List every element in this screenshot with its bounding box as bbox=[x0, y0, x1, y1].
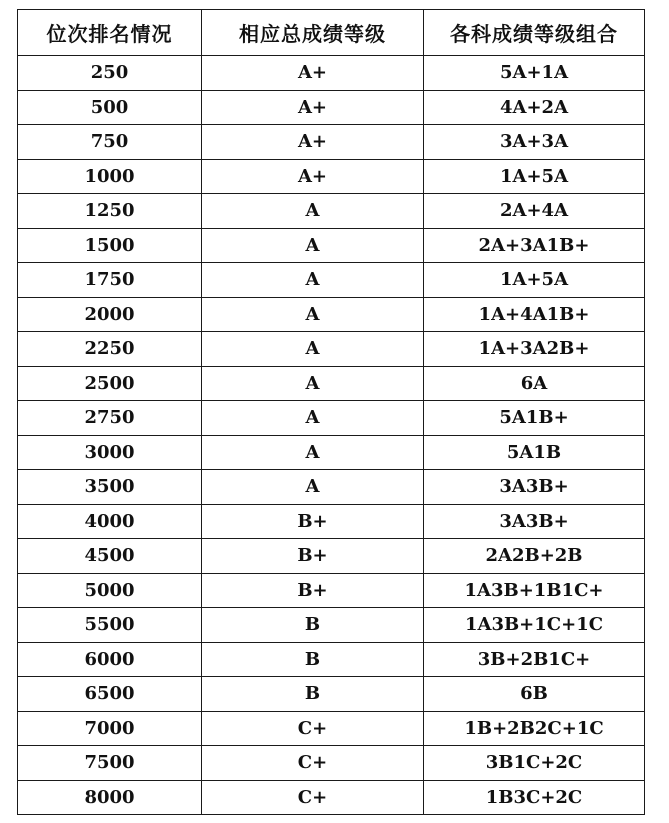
cell-rank: 7000 bbox=[18, 711, 202, 746]
table-row bbox=[18, 90, 645, 125]
cell-subject-combination: 1A+5A bbox=[424, 159, 645, 194]
table-row bbox=[18, 366, 645, 401]
table-row bbox=[18, 125, 645, 160]
cell-rank: 7500 bbox=[18, 746, 202, 781]
cell-subject-combination: 6A bbox=[424, 366, 645, 401]
cell-subject-combination: 1A3B+1C+1C bbox=[424, 608, 645, 643]
cell-total-grade: B+ bbox=[202, 504, 424, 539]
cell-rank: 500 bbox=[18, 90, 202, 125]
cell-subject-combination: 1A+5A bbox=[424, 263, 645, 298]
cell-rank: 5500 bbox=[18, 608, 202, 643]
cell-total-grade: C+ bbox=[202, 780, 424, 815]
cell-total-grade: B bbox=[202, 608, 424, 643]
cell-rank: 2500 bbox=[18, 366, 202, 401]
table-row bbox=[18, 435, 645, 470]
table-row bbox=[18, 194, 645, 229]
grade-table-container bbox=[17, 9, 645, 815]
cell-rank: 4000 bbox=[18, 504, 202, 539]
header-total-grade: 相应总成绩等级 bbox=[202, 10, 424, 56]
table-row bbox=[18, 159, 645, 194]
cell-total-grade: B bbox=[202, 677, 424, 712]
cell-total-grade: A+ bbox=[202, 125, 424, 160]
cell-subject-combination: 5A+1A bbox=[424, 56, 645, 91]
cell-rank: 2750 bbox=[18, 401, 202, 436]
cell-subject-combination: 1A3B+1B1C+ bbox=[424, 573, 645, 608]
cell-total-grade: A bbox=[202, 297, 424, 332]
table-row bbox=[18, 746, 645, 781]
cell-rank: 1500 bbox=[18, 228, 202, 263]
cell-rank: 4500 bbox=[18, 539, 202, 574]
cell-subject-combination: 5A1B bbox=[424, 435, 645, 470]
table-row bbox=[18, 504, 645, 539]
table-body bbox=[18, 56, 645, 815]
cell-subject-combination: 4A+2A bbox=[424, 90, 645, 125]
table-row bbox=[18, 711, 645, 746]
cell-rank: 8000 bbox=[18, 780, 202, 815]
table-row bbox=[18, 228, 645, 263]
header-subject-combination: 各科成绩等级组合 bbox=[424, 10, 645, 56]
cell-total-grade: A bbox=[202, 401, 424, 436]
cell-rank: 750 bbox=[18, 125, 202, 160]
cell-rank: 2250 bbox=[18, 332, 202, 367]
cell-subject-combination: 1B+2B2C+1C bbox=[424, 711, 645, 746]
cell-total-grade: A bbox=[202, 332, 424, 367]
cell-subject-combination: 1B3C+2C bbox=[424, 780, 645, 815]
cell-subject-combination: 2A2B+2B bbox=[424, 539, 645, 574]
cell-subject-combination: 2A+4A bbox=[424, 194, 645, 229]
cell-total-grade: A+ bbox=[202, 56, 424, 91]
table-header-row bbox=[18, 10, 645, 56]
cell-subject-combination: 3A3B+ bbox=[424, 470, 645, 505]
cell-subject-combination: 3B1C+2C bbox=[424, 746, 645, 781]
cell-subject-combination: 3B+2B1C+ bbox=[424, 642, 645, 677]
cell-rank: 6000 bbox=[18, 642, 202, 677]
cell-rank: 250 bbox=[18, 56, 202, 91]
cell-rank: 6500 bbox=[18, 677, 202, 712]
cell-subject-combination: 3A3B+ bbox=[424, 504, 645, 539]
cell-total-grade: B bbox=[202, 642, 424, 677]
table-row bbox=[18, 56, 645, 91]
table-row bbox=[18, 470, 645, 505]
cell-total-grade: C+ bbox=[202, 711, 424, 746]
cell-subject-combination: 1A+3A2B+ bbox=[424, 332, 645, 367]
table-row bbox=[18, 642, 645, 677]
cell-total-grade: C+ bbox=[202, 746, 424, 781]
cell-total-grade: B+ bbox=[202, 539, 424, 574]
table-row bbox=[18, 677, 645, 712]
table-row bbox=[18, 332, 645, 367]
cell-rank: 5000 bbox=[18, 573, 202, 608]
cell-total-grade: A bbox=[202, 194, 424, 229]
table-row bbox=[18, 401, 645, 436]
cell-subject-combination: 5A1B+ bbox=[424, 401, 645, 436]
table-row bbox=[18, 263, 645, 298]
table-row bbox=[18, 608, 645, 643]
cell-total-grade: A bbox=[202, 228, 424, 263]
cell-subject-combination: 6B bbox=[424, 677, 645, 712]
cell-rank: 3000 bbox=[18, 435, 202, 470]
table-row bbox=[18, 539, 645, 574]
cell-subject-combination: 3A+3A bbox=[424, 125, 645, 160]
cell-total-grade: B+ bbox=[202, 573, 424, 608]
table-row bbox=[18, 780, 645, 815]
cell-total-grade: A bbox=[202, 435, 424, 470]
cell-subject-combination: 1A+4A1B+ bbox=[424, 297, 645, 332]
cell-total-grade: A bbox=[202, 366, 424, 401]
cell-total-grade: A+ bbox=[202, 159, 424, 194]
cell-rank: 1000 bbox=[18, 159, 202, 194]
header-rank: 位次排名情况 bbox=[18, 10, 202, 56]
cell-rank: 2000 bbox=[18, 297, 202, 332]
cell-rank: 1250 bbox=[18, 194, 202, 229]
table-row bbox=[18, 573, 645, 608]
cell-subject-combination: 2A+3A1B+ bbox=[424, 228, 645, 263]
cell-total-grade: A bbox=[202, 470, 424, 505]
grade-table bbox=[17, 9, 645, 815]
cell-rank: 1750 bbox=[18, 263, 202, 298]
cell-total-grade: A+ bbox=[202, 90, 424, 125]
table-row bbox=[18, 297, 645, 332]
cell-total-grade: A bbox=[202, 263, 424, 298]
cell-rank: 3500 bbox=[18, 470, 202, 505]
